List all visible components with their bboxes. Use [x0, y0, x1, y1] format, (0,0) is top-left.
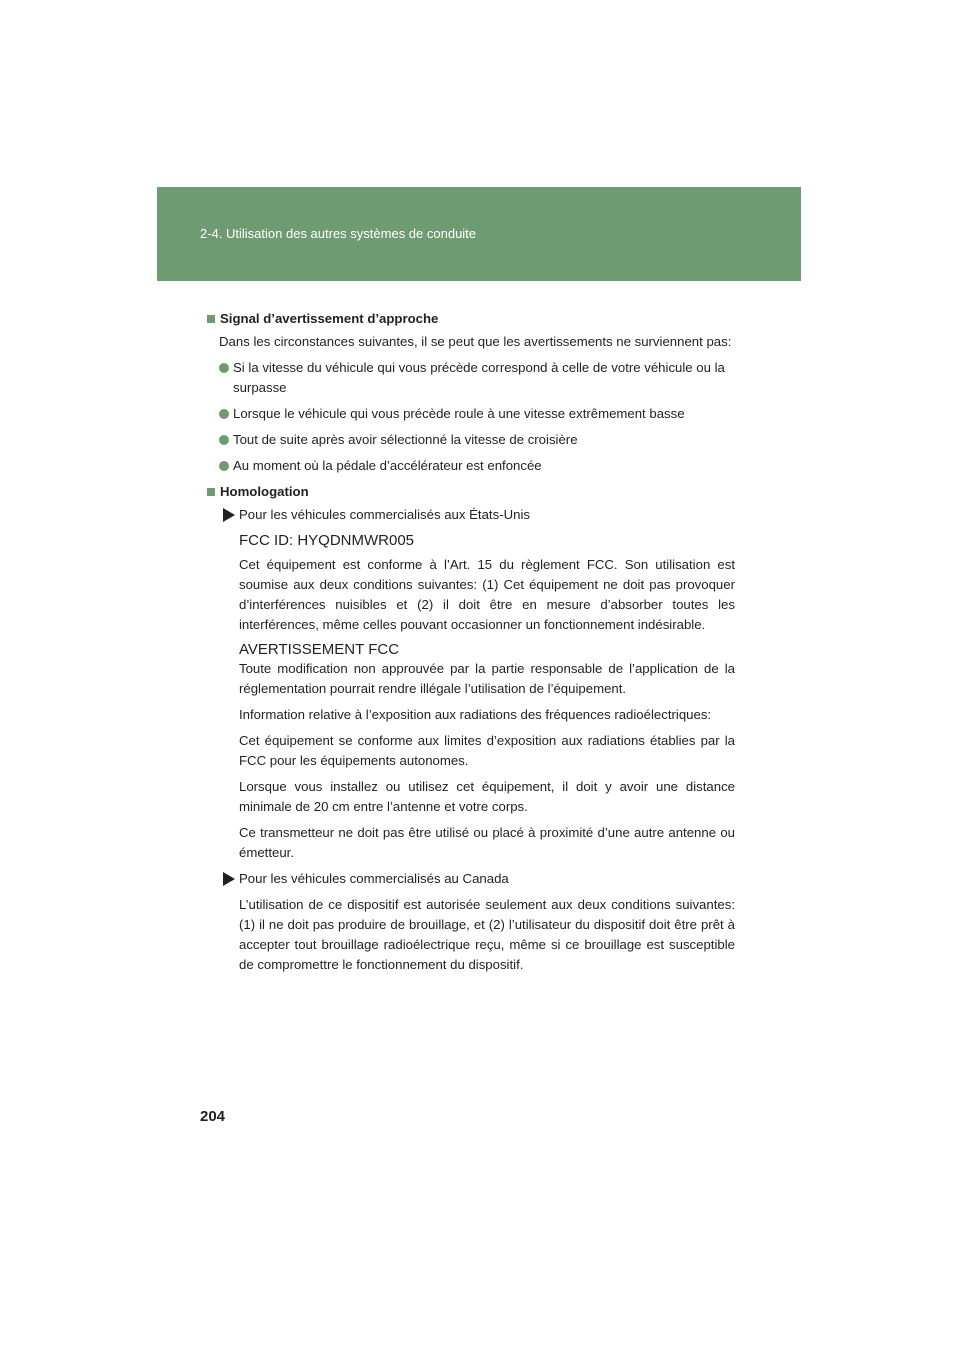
triangle-arrow-icon — [219, 871, 239, 887]
section-heading-approach-warning — [207, 309, 735, 329]
section-intro: Dans les circonstances suivantes, il se peut que les avertissements ne surviennent pas: — [219, 334, 732, 349]
chapter-header-band — [157, 187, 801, 281]
subsection-body — [239, 531, 735, 863]
subsection-title-row — [219, 505, 735, 525]
paragraph: Information relative à l’exposition aux radiations des fréquences radioélectriques: — [239, 707, 712, 722]
subsection-usa — [219, 505, 735, 975]
fcc-id: FCC ID: HYQDNMWR005 — [239, 532, 415, 549]
list-item-text: Lorsque le véhicule qui vous précède roule à une vitesse extrêmement basse — [233, 406, 685, 421]
paragraph: Ce transmetteur ne doit pas être utilisé ou placé à proximité d’une autre antenne ou émetteur. — [239, 825, 735, 860]
list-item-text: Au moment où la pédale d’accélérateur est enfoncée — [233, 458, 542, 473]
square-bullet-icon — [207, 315, 215, 323]
circle-bullet-icon — [219, 435, 229, 445]
paragraph: Lorsque vous installez ou utilisez cet équipement, il doit y avoir une distance minimale de 20 cm entre l’antenne et votre corps. — [239, 779, 735, 814]
list-item-text: Si la vitesse du véhicule qui vous précède correspond à celle de votre véhicule ou la surpasse — [233, 360, 725, 395]
triangle-arrow-icon — [219, 507, 239, 523]
subsection-title: Pour les véhicules commercialisés au Canada — [239, 871, 509, 886]
page-number: 204 — [200, 1108, 226, 1125]
list-item — [219, 404, 735, 424]
paragraph: Toute modification non approuvée par la partie responsable de l’application de la réglementation pourrait rendre illégale l’utilisation de l’équipement. — [239, 661, 735, 696]
section-heading-text: Signal d’avertissement d’approche — [220, 311, 439, 326]
paragraph: Cet équipement se conforme aux limites d’exposition aux radiations établies par la FCC pour les équipements autonomes. — [239, 733, 735, 768]
list-item — [219, 358, 735, 398]
paragraph: Cet équipement est conforme à l’Art. 15 du règlement FCC. Son utilisation est soumise aux deux conditions suivantes: (1) Cet équipement ne doit pas provoquer d’interférences nuisibles et (2) il doit être en mesure d’absorber toutes les interférences, même celles pouvant occasionner un fonctionnement indésirable. — [239, 557, 735, 632]
list-item — [219, 456, 735, 476]
circle-bullet-icon — [219, 461, 229, 471]
list-item — [219, 430, 735, 450]
subsection-body — [239, 895, 735, 975]
circle-bullet-icon — [219, 363, 229, 373]
fcc-warning-title: AVERTISSEMENT FCC — [239, 641, 400, 658]
list-item-text: Tout de suite après avoir sélectionné la vitesse de croisière — [233, 432, 578, 447]
section-heading-homologation — [207, 482, 735, 502]
paragraph: L’utilisation de ce dispositif est autorisée seulement aux deux conditions suivantes: (1) il ne doit pas produire de brouillage, et (2) l’utilisateur du dispositif doit être prêt à accepter tout brouillage radioélectrique reçu, même si ce brouillage est susceptible de compromettre le fonctionnement du dispositif. — [239, 897, 735, 972]
section-heading-text: Homologation — [220, 484, 309, 499]
subsection-title-row — [219, 869, 735, 889]
subsection-title: Pour les véhicules commercialisés aux États-Unis — [239, 507, 530, 522]
chapter-title: 2-4. Utilisation des autres systèmes de conduite — [200, 226, 477, 241]
circle-bullet-icon — [219, 409, 229, 419]
square-bullet-icon — [207, 488, 215, 496]
page-content — [207, 309, 735, 981]
